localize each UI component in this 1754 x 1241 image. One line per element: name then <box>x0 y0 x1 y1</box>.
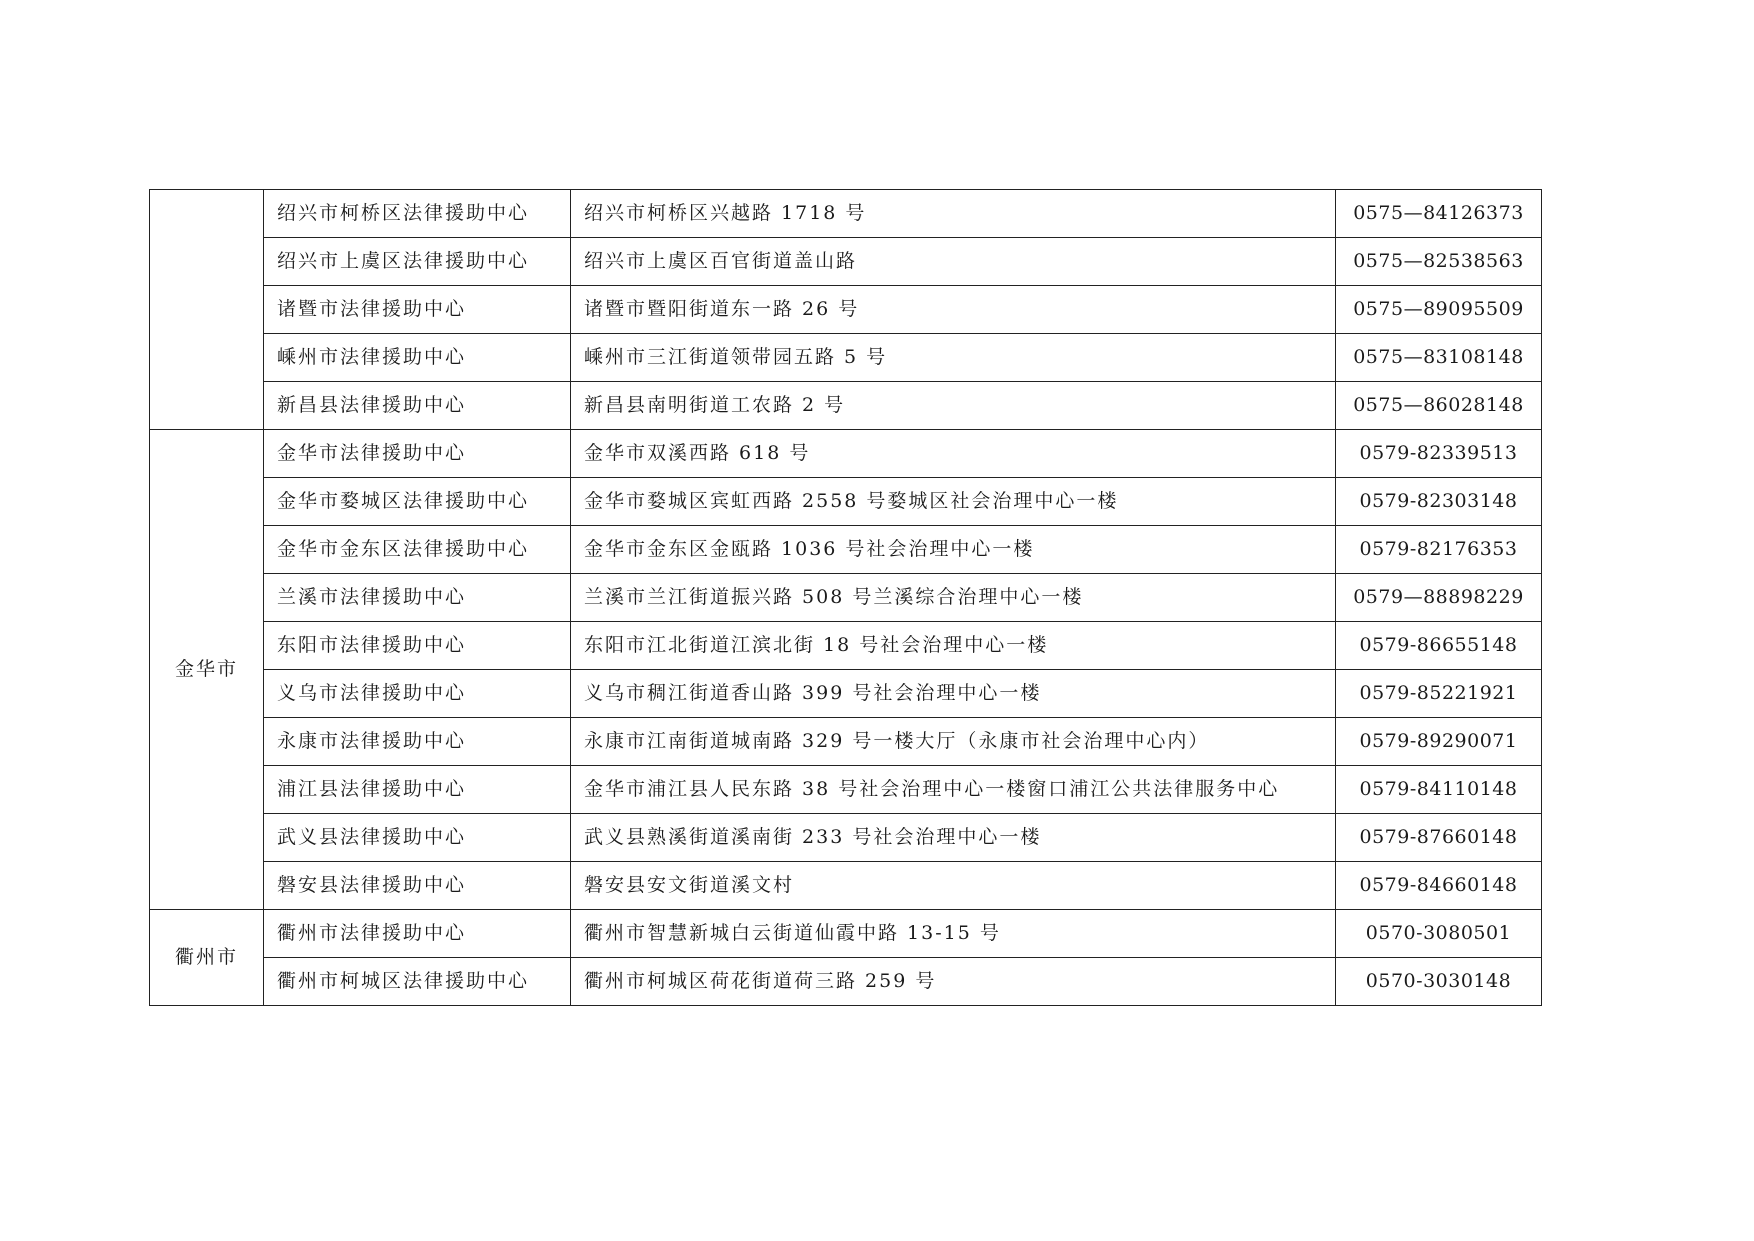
center-name-cell: 金华市金东区法律援助中心 <box>264 526 571 574</box>
table-row <box>150 238 1542 286</box>
center-name-cell: 武义县法律援助中心 <box>264 814 571 862</box>
table-row <box>150 862 1542 910</box>
address-cell: 金华市婺城区宾虹西路 2558 号婺城区社会治理中心一楼 <box>571 478 1336 526</box>
address-cell: 金华市金东区金瓯路 1036 号社会治理中心一楼 <box>571 526 1336 574</box>
table-row <box>150 478 1542 526</box>
phone-cell: 0579-82303148 <box>1336 478 1542 526</box>
address-cell: 武义县熟溪街道溪南街 233 号社会治理中心一楼 <box>571 814 1336 862</box>
address-cell: 诸暨市暨阳街道东一路 26 号 <box>571 286 1336 334</box>
center-name-cell: 金华市婺城区法律援助中心 <box>264 478 571 526</box>
legal-aid-center-table <box>149 189 1542 1006</box>
phone-cell: 0575—86028148 <box>1336 382 1542 430</box>
table-row <box>150 910 1542 958</box>
phone-cell: 0570-3030148 <box>1336 958 1542 1006</box>
address-cell: 绍兴市上虞区百官街道盖山路 <box>571 238 1336 286</box>
address-cell: 衢州市智慧新城白云街道仙霞中路 13-15 号 <box>571 910 1336 958</box>
center-name-cell: 衢州市柯城区法律援助中心 <box>264 958 571 1006</box>
address-cell: 衢州市柯城区荷花街道荷三路 259 号 <box>571 958 1336 1006</box>
center-name-cell: 诸暨市法律援助中心 <box>264 286 571 334</box>
center-name-cell: 永康市法律援助中心 <box>264 718 571 766</box>
center-name-cell: 东阳市法律援助中心 <box>264 622 571 670</box>
address-cell: 金华市浦江县人民东路 38 号社会治理中心一楼窗口浦江公共法律服务中心 <box>571 766 1336 814</box>
phone-cell: 0575—82538563 <box>1336 238 1542 286</box>
address-cell: 兰溪市兰江街道振兴路 508 号兰溪综合治理中心一楼 <box>571 574 1336 622</box>
address-cell: 永康市江南街道城南路 329 号一楼大厅（永康市社会治理中心内） <box>571 718 1336 766</box>
phone-cell: 0579-84660148 <box>1336 862 1542 910</box>
address-cell: 绍兴市柯桥区兴越路 1718 号 <box>571 190 1336 238</box>
phone-cell: 0579-84110148 <box>1336 766 1542 814</box>
phone-cell: 0579-87660148 <box>1336 814 1542 862</box>
table-row <box>150 814 1542 862</box>
phone-cell: 0579—88898229 <box>1336 574 1542 622</box>
city-cell: 金华市 <box>150 430 264 910</box>
center-name-cell: 义乌市法律援助中心 <box>264 670 571 718</box>
address-cell: 磐安县安文街道溪文村 <box>571 862 1336 910</box>
city-cell: 衢州市 <box>150 910 264 1006</box>
address-cell: 东阳市江北街道江滨北街 18 号社会治理中心一楼 <box>571 622 1336 670</box>
center-name-cell: 绍兴市柯桥区法律援助中心 <box>264 190 571 238</box>
table-row <box>150 430 1542 478</box>
center-name-cell: 绍兴市上虞区法律援助中心 <box>264 238 571 286</box>
address-cell: 义乌市稠江街道香山路 399 号社会治理中心一楼 <box>571 670 1336 718</box>
center-name-cell: 浦江县法律援助中心 <box>264 766 571 814</box>
phone-cell: 0575—84126373 <box>1336 190 1542 238</box>
center-name-cell: 嵊州市法律援助中心 <box>264 334 571 382</box>
phone-cell: 0575—83108148 <box>1336 334 1542 382</box>
address-cell: 嵊州市三江街道领带园五路 5 号 <box>571 334 1336 382</box>
table-row <box>150 718 1542 766</box>
table-row <box>150 526 1542 574</box>
center-name-cell: 兰溪市法律援助中心 <box>264 574 571 622</box>
center-name-cell: 金华市法律援助中心 <box>264 430 571 478</box>
phone-cell: 0570-3080501 <box>1336 910 1542 958</box>
phone-cell: 0579-89290071 <box>1336 718 1542 766</box>
table-row <box>150 382 1542 430</box>
city-cell <box>150 190 264 430</box>
table-row <box>150 958 1542 1006</box>
table-row <box>150 286 1542 334</box>
table-row <box>150 622 1542 670</box>
phone-cell: 0579-82176353 <box>1336 526 1542 574</box>
phone-cell: 0575—89095509 <box>1336 286 1542 334</box>
table-row <box>150 334 1542 382</box>
table-body <box>150 190 1542 1006</box>
phone-cell: 0579-86655148 <box>1336 622 1542 670</box>
address-cell: 新昌县南明街道工农路 2 号 <box>571 382 1336 430</box>
center-name-cell: 磐安县法律援助中心 <box>264 862 571 910</box>
table-row <box>150 766 1542 814</box>
table-row <box>150 190 1542 238</box>
table-row <box>150 670 1542 718</box>
center-name-cell: 新昌县法律援助中心 <box>264 382 571 430</box>
phone-cell: 0579-85221921 <box>1336 670 1542 718</box>
address-cell: 金华市双溪西路 618 号 <box>571 430 1336 478</box>
table-row <box>150 574 1542 622</box>
center-name-cell: 衢州市法律援助中心 <box>264 910 571 958</box>
phone-cell: 0579-82339513 <box>1336 430 1542 478</box>
